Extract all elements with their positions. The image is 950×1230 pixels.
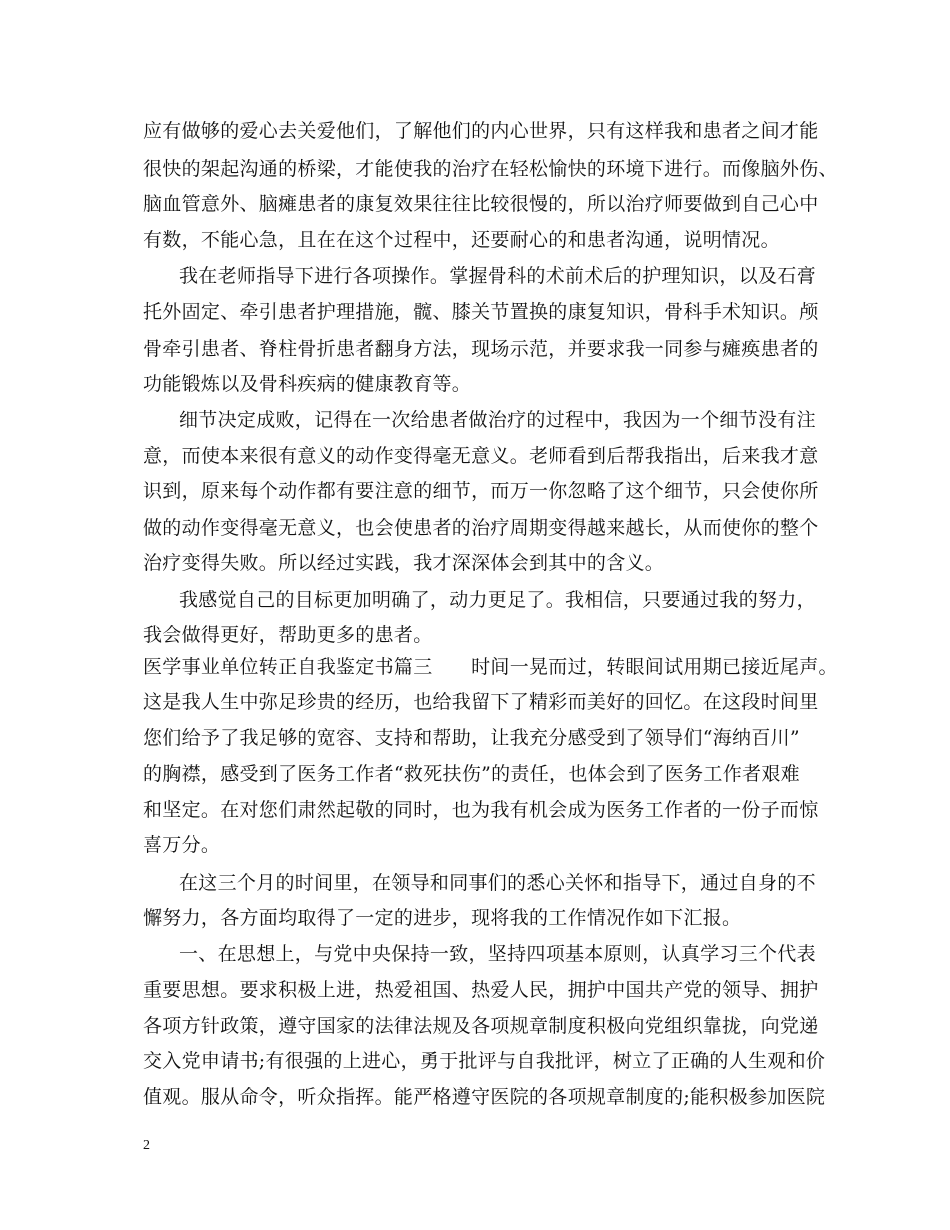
text-line: 功能锻炼以及骨科疾病的健康教育等。 <box>143 373 472 395</box>
text-line: 做的动作变得毫无意义，也会使患者的治疗周期变得越来越长，从而使你的整个 <box>143 517 819 539</box>
text-line: 我在老师指导下进行各项操作。掌握骨科的术前术后的护理知识，以及石膏 <box>179 265 816 287</box>
text-line: 重要思想。要求积极上进，热爱祖国、热爱人民，拥护中国共产党的领导、拥护 <box>143 979 819 1001</box>
text-line: 脑血管意外、脑瘫患者的康复效果往往比较很慢的，所以治疗师要做到自己心中 <box>143 193 819 215</box>
section-heading-line: 医学事业单位转正自我鉴定书篇三 时间一晃而过，转眼间试用期已接近尾声。 <box>143 656 838 678</box>
text-line: 我感觉自己的目标更加明确了，动力更足了。我相信，只要通过我的努力， <box>179 589 816 611</box>
text-line: 我会做得更好，帮助更多的患者。 <box>143 624 433 646</box>
text-line: 喜万分。 <box>143 834 221 856</box>
text-line: 的胸襟，感受到了医务工作者“救死扶伤”的责任，也体会到了医务工作者艰难 <box>143 763 800 785</box>
text-line: 应有做够的爱心去关爱他们，了解他们的内心世界，只有这样我和患者之间才能 <box>143 120 819 142</box>
text-line: 骨牵引患者、脊柱骨折患者翻身方法，现场示范，并要求我一同参与瘫痪患者的 <box>143 338 819 360</box>
text-line: 值观。服从命令，听众指挥。能严格遵守医院的各项规章制度的;能积极参加医院 <box>143 1086 826 1108</box>
page-number: 2 <box>143 1138 150 1153</box>
text-line: 和坚定。在对您们肃然起敬的同时，也为我有机会成为医务工作者的一份子而惊 <box>143 799 819 821</box>
text-line: 一、在思想上，与党中央保持一致，坚持四项基本原则，认真学习三个代表 <box>179 943 816 965</box>
text-line: 有数，不能心急，且在在这个过程中，还要耐心的和患者沟通，说明情况。 <box>143 229 780 251</box>
text-line: 识到，原来每个动作都有要注意的细节，而万一你忽略了这个细节，只会使你所 <box>143 480 819 502</box>
text-line: 各项方针政策，遵守国家的法律法规及各项规章制度积极向党组织靠拢，向党递 <box>143 1015 819 1037</box>
text-line: 治疗变得失败。所以经过实践，我才深深体会到其中的含义。 <box>143 552 665 574</box>
text-line: 托外固定、牵引患者护理措施，髋、膝关节置换的康复知识，骨科手术知识。颅 <box>143 301 819 323</box>
text-line: 您们给予了我足够的宽容、支持和帮助，让我充分感受到了领导们“海纳百川” <box>143 727 800 749</box>
text-line: 细节决定成败，记得在一次给患者做治疗的过程中，我因为一个细节没有注 <box>179 409 816 431</box>
text-line: 意，而使本来很有意义的动作变得毫无意义。老师看到后帮我指出，后来我才意 <box>143 445 819 467</box>
text-line: 交入党申请书;有很强的上进心，勇于批评与自我批评，树立了正确的人生观和价 <box>143 1050 826 1072</box>
text-line: 懈努力，各方面均取得了一定的进步，现将我的工作情况作如下汇报。 <box>143 907 742 929</box>
text-line: 很快的架起沟通的桥梁，才能使我的治疗在轻松愉快的环境下进行。而像脑外伤、 <box>143 158 838 180</box>
text-line: 这是我人生中弥足珍贵的经历，也给我留下了精彩而美好的回忆。在这段时间里 <box>143 691 819 713</box>
text-line: 在这三个月的时间里，在领导和同事们的悉心关怀和指导下，通过自身的不 <box>179 872 816 894</box>
